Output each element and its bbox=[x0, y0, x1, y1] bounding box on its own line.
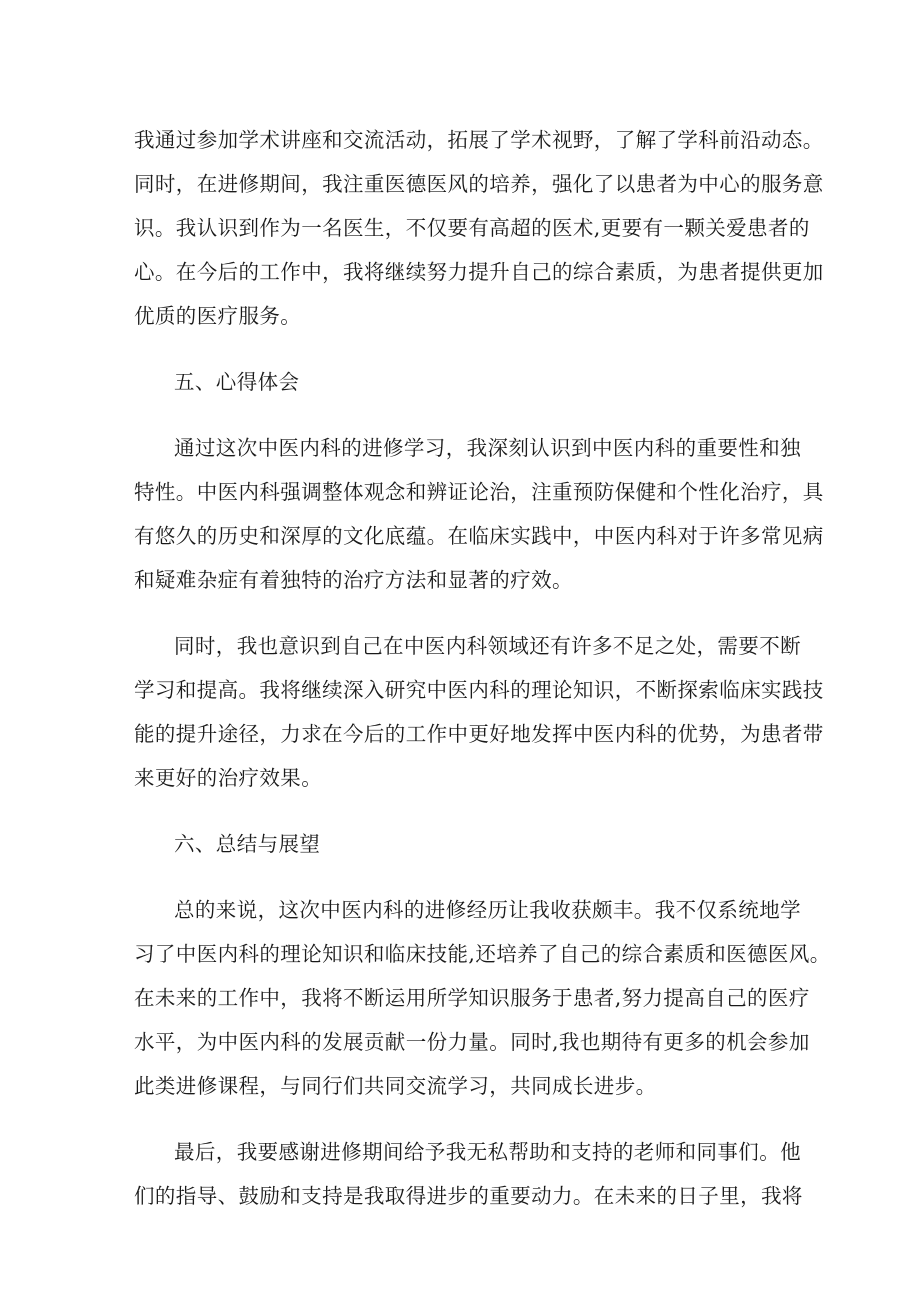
text-line: 学习和提高。我将继续深入研究中医内科的理论知识，不断探索临床实践技 bbox=[134, 678, 824, 702]
text-line: 最后，我要感谢进修期间给予我无私帮助和支持的老师和同事们。他 bbox=[174, 1140, 801, 1164]
paragraph-thanks bbox=[134, 1130, 802, 1218]
text-line: 有悠久的历史和深厚的文化底蕴。在临床实践中，中医内科对于许多常见病 bbox=[134, 524, 824, 548]
text-line: 水平，为中医内科的发展贡献一份力量。同时,我也期待有更多的机会参加 bbox=[134, 1030, 810, 1054]
paragraph-insights bbox=[134, 426, 824, 602]
paragraph-gap bbox=[134, 404, 802, 426]
text-line: 我通过参加学术讲座和交流活动，拓展了学术视野，了解了学科前沿动态。 bbox=[134, 128, 824, 152]
text-line: 们的指导、鼓励和支持是我取得进步的重要动力。在未来的日子里，我将 bbox=[134, 1184, 803, 1208]
text-line: 总的来说，这次中医内科的进修经历让我收获颇丰。我不仅系统地学 bbox=[174, 898, 801, 922]
paragraph-service-awareness bbox=[134, 118, 824, 338]
text-line: 优质的医疗服务。 bbox=[134, 304, 302, 328]
text-line: 在未来的工作中，我将不断运用所学知识服务于患者,努力提高自己的医疗 bbox=[134, 986, 810, 1010]
text-line: 能的提升途径，力求在今后的工作中更好地发挥中医内科的优势，为患者带 bbox=[134, 722, 824, 746]
paragraph-gap bbox=[134, 602, 802, 624]
text-line: 通过这次中医内科的进修学习，我深刻认识到中医内科的重要性和独 bbox=[174, 436, 801, 460]
text-line: 此类进修课程，与同行们共同交流学习，共同成长进步。 bbox=[134, 1074, 657, 1098]
text-line: 识。我认识到作为一名医生，不仅要有高超的医术,更要有一颗关爱患者的 bbox=[134, 216, 810, 240]
paragraph-gap bbox=[134, 1108, 802, 1130]
text-line: 心。在今后的工作中，我将继续努力提升自己的综合素质，为患者提供更加 bbox=[134, 260, 824, 284]
text-line: 特性。中医内科强调整体观念和辨证论治，注重预防保健和个性化治疗，具 bbox=[134, 480, 824, 504]
text-line: 和疑难杂症有着独特的治疗方法和显著的疗效。 bbox=[134, 568, 573, 592]
text-line: 习了中医内科的理论知识和临床技能,还培养了自己的综合素质和医德医风。 bbox=[134, 942, 831, 966]
paragraph-gap bbox=[134, 800, 802, 822]
section-heading-insights: 五、心得体会 bbox=[174, 370, 300, 394]
paragraph-gap bbox=[134, 866, 802, 888]
paragraph-gap bbox=[134, 338, 802, 360]
text-line: 同时，我也意识到自己在中医内科领域还有许多不足之处，需要不断 bbox=[174, 634, 801, 658]
text-line: 同时，在进修期间，我注重医德医风的培养，强化了以患者为中心的服务意 bbox=[134, 172, 824, 196]
paragraph-shortcomings bbox=[134, 624, 824, 800]
document-body bbox=[134, 118, 831, 1218]
paragraph-summary bbox=[134, 888, 831, 1108]
text-line: 来更好的治疗效果。 bbox=[134, 766, 323, 790]
section-heading-summary: 六、总结与展望 bbox=[174, 832, 321, 856]
